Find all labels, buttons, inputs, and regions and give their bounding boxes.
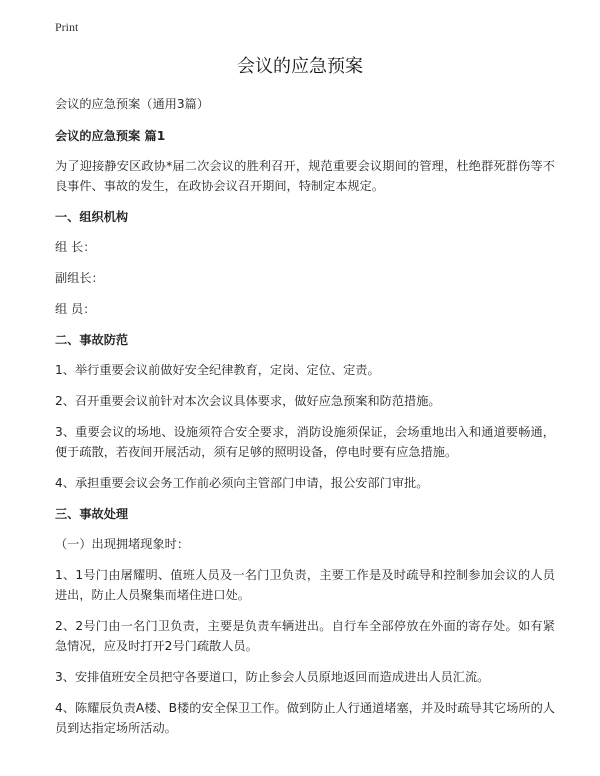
org-leader: 组 长： bbox=[55, 240, 96, 254]
prevention-item: 3、重要会议的场地、设施须符合安全要求，消防设施须保证，会场重地出入和通道要畅通，便于疏散，若夜间开展活动，须有足够的照明设备，停电时要有应急措施。 bbox=[55, 425, 555, 459]
prevention-item: 2、召开重要会议前针对本次会议具体要求，做好应急预案和防范措施。 bbox=[55, 394, 441, 408]
prevention-heading: 二、事故防范 bbox=[55, 333, 129, 347]
handling-item: 2、2号门由一名门卫负责，主要是负责车辆进出。自行车全部停放在外面的寄存处。如有紧急情况，应及时打开2号门疏散人员。 bbox=[55, 619, 555, 653]
org-heading: 一、组织机构 bbox=[55, 210, 129, 224]
handling-item: 1、1号门由屠耀明、值班人员及一名门卫负责，主要工作是及时疏导和控制参加会议的人员进出，防止人员聚集而堵住进口处。 bbox=[55, 568, 555, 602]
document-title: 会议的应急预案 bbox=[237, 56, 363, 77]
handling-item: 4、陈耀辰负责A楼、B楼的安全保卫工作。做到防止人行通道堵塞，并及时疏导其它场所的人员到达指定场所活动。 bbox=[55, 701, 555, 735]
prevention-item: 4、承担重要会议会务工作前必须向主管部门申请，报公安部门审批。 bbox=[55, 476, 429, 490]
document-body bbox=[55, 94, 555, 749]
handling-heading: 三、事故处理 bbox=[55, 507, 129, 521]
section-title: 会议的应急预案 篇1 bbox=[55, 129, 166, 143]
org-member: 组 员： bbox=[55, 302, 96, 316]
intro-paragraph: 为了迎接静安区政协*届二次会议的胜利召开，规范重要会议期间的管理，杜绝群死群伤等不良事件、事故的发生，在政协会议召开期间，特制定本规定。 bbox=[55, 159, 555, 193]
handling-item: 3、安排值班安全员把守各要道口，防止参会人员原地返回而造成进出人员汇流。 bbox=[55, 670, 490, 684]
print-label: Print bbox=[55, 20, 79, 34]
handling-sub-heading: （一）出现拥堵现象时： bbox=[55, 537, 190, 551]
org-vice-leader: 副组长： bbox=[55, 271, 104, 285]
prevention-item: 1、举行重要会议前做好安全纪律教育，定岗、定位、定责。 bbox=[55, 363, 380, 377]
document-subtitle: 会议的应急预案（通用3篇） bbox=[55, 97, 210, 111]
